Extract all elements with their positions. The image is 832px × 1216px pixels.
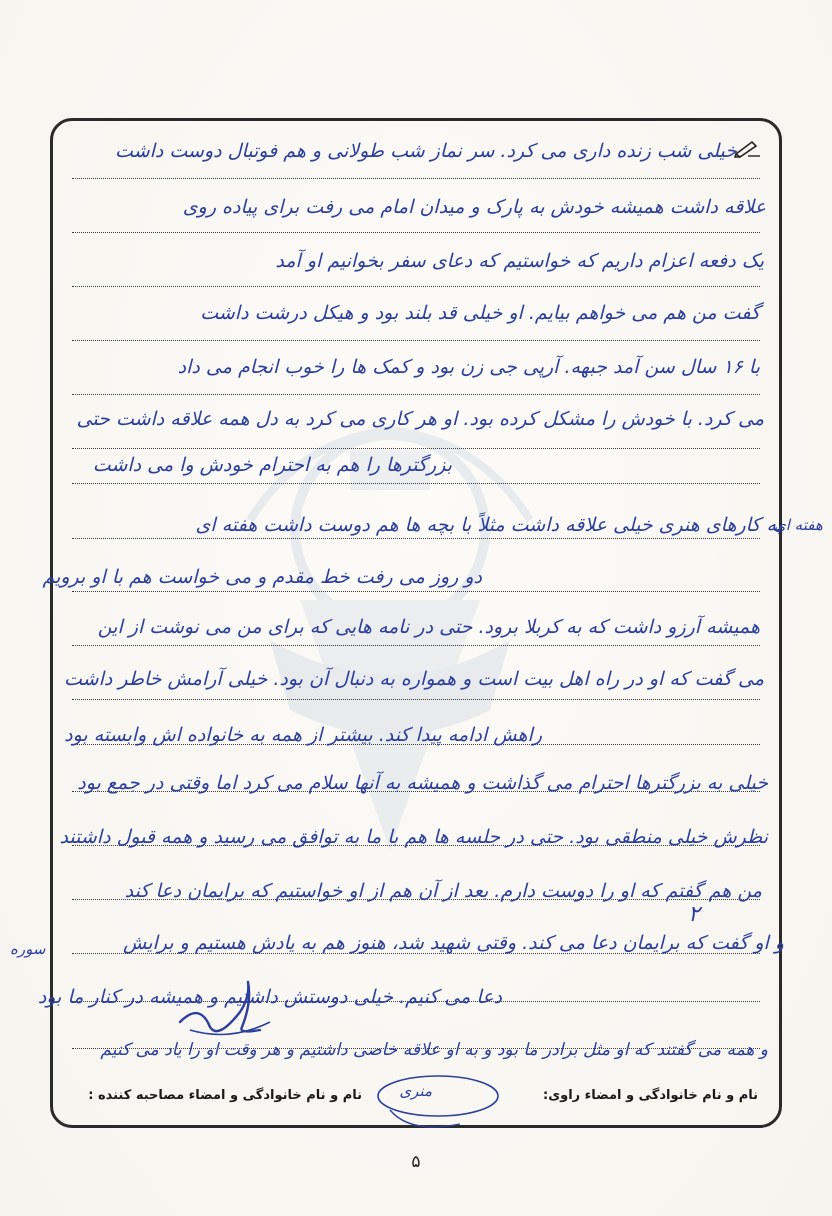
handwritten-line: علاقه داشت همیشه خودش به پارک و میدان امام می رفت برای پیاده روی (182, 196, 766, 218)
page-number: ۵ (411, 1152, 421, 1172)
interviewer-label: نام و نام خانوادگی و امضاء مصاحبه کننده : (88, 1088, 362, 1103)
handwritten-line: همیشه آرزو داشت که به کربلا برود. حتی در نامه هایی که برای من می نوشت از این (97, 616, 760, 638)
margin-note-left: هفته ای (774, 516, 823, 534)
handwritten-line: و همه می گفتند که او مثل برادر ما بود و به او علاقه خاصی داشتیم و هر وقت او را یاد می کنیم (100, 1040, 768, 1060)
handwritten-line: و او گفت که برایمان دعا می کند. وقتی شهید شد، هنوز هم به یادش هستیم و برایش (123, 932, 784, 954)
handwritten-line: به کارهای هنری خیلی علاقه داشت مثلاً با بچه ها هم دوست داشت هفته ای (195, 514, 782, 536)
handwritten-line: بزرگترها را هم به احترام خودش وا می داشت (92, 454, 452, 476)
handwritten-line: می کرد. با خودش را مشکل کرده بود. او هر کاری می کرد به دل همه علاقه داشت حتی (76, 408, 764, 430)
handwritten-line: گفت من هم می خواهم بیایم. او خیلی قد بلند بود و هیکل درشت داشت (200, 302, 760, 324)
handwritten-line: راهش ادامه پیدا کند. بیشتر از همه به خانواده اش وابسته بود (64, 724, 542, 746)
handwritten-line: دو روز می رفت خط مقدم و می خواست هم با او برویم (42, 566, 482, 588)
handwritten-line: دعا می کنیم. خیلی دوستش داشتیم و همیشه در کنار ما بود (37, 986, 502, 1008)
handwritten-line: با ۱۶ سال سن آمد جبهه. آرپی جی زن بود و کمک ها را خوب انجام می داد (177, 356, 760, 378)
signature-mark-icon (170, 972, 280, 1042)
margin-number: ۲ (688, 902, 700, 927)
handwritten-line: خیلی شب زنده داری می کرد. سر نماز شب طولانی و هم فوتبال دوست داشت (115, 140, 737, 162)
margin-note-right: سوره (10, 940, 46, 958)
narrator-label: نام و نام خانوادگی و امضاء راوی: (543, 1088, 758, 1103)
handwritten-line: نظرش خیلی منطقی بود. حتی در جلسه ها هم با ما به توافق می رسید و همه قبول داشتند (59, 826, 768, 848)
handwritten-line: یک دفعه اعزام داریم که خواستیم که دعای سفر بخوانیم او آمد (275, 250, 764, 272)
handwritten-line: خیلی به بزرگترها احترام می گذاشت و همیشه به آنها سلام می کرد اما وقتی در جمع بود (77, 772, 768, 794)
handwritten-line: من هم گفتم که او را دوست دارم. بعد از آن هم از او خواستیم که برایمان دعا کند (124, 880, 762, 902)
signature-oval-icon (370, 1068, 510, 1138)
interviewer-signature: منری (399, 1082, 432, 1100)
handwritten-line: می گفت که او در راه اهل بیت است و همواره به دنبال آن بود. خیلی آرامش خاطر داشت (64, 668, 764, 690)
